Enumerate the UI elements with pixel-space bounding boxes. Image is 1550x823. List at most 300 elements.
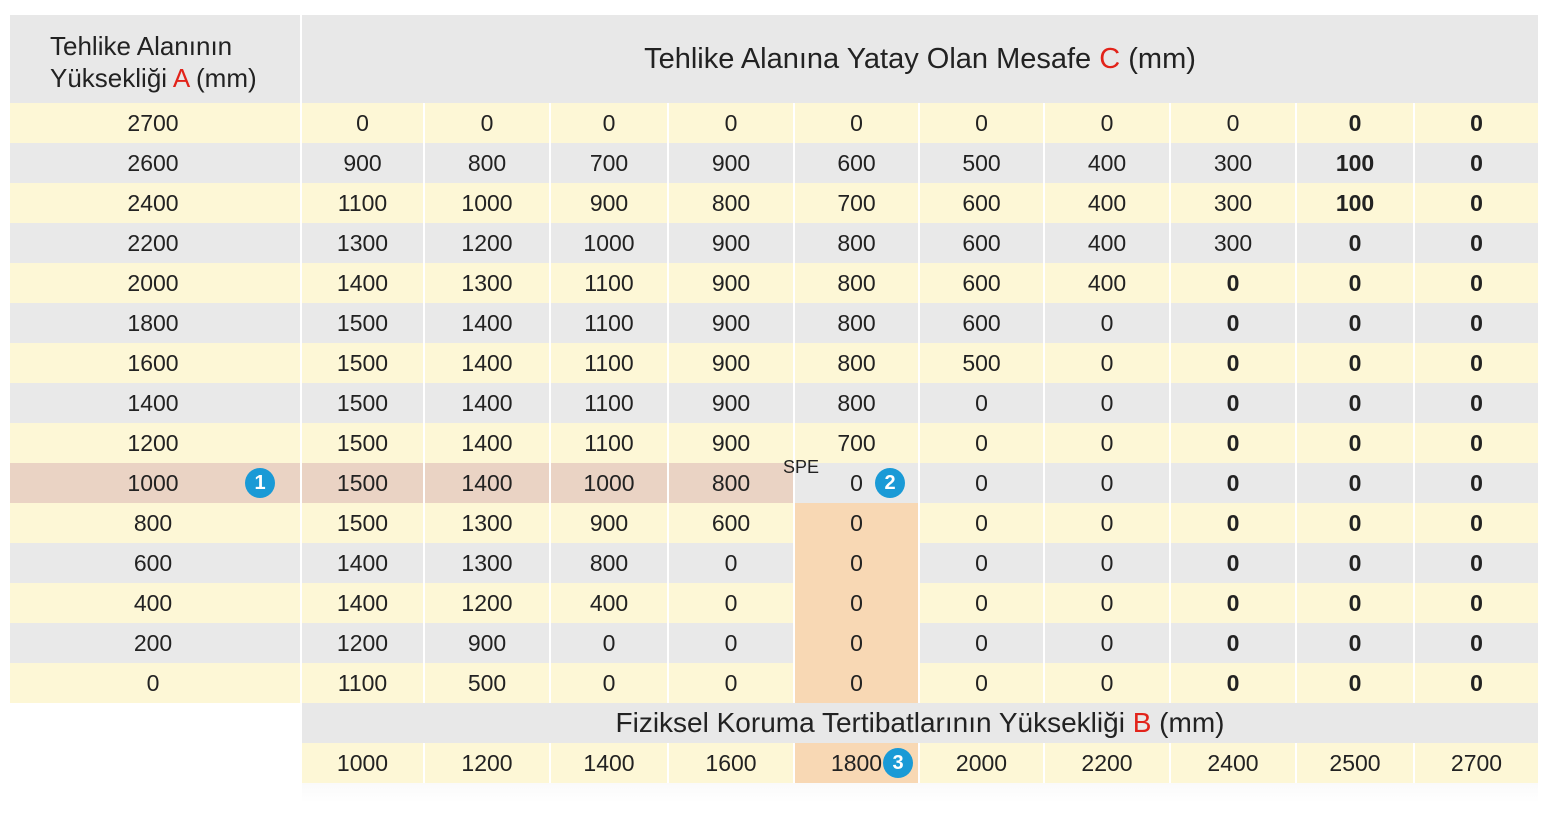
distance-c-cell bbox=[795, 103, 918, 143]
barrier-b-value: 1800 bbox=[830, 749, 883, 776]
distance-c-value: 0 bbox=[975, 629, 988, 656]
distance-c-value: 1100 bbox=[584, 309, 634, 336]
distance-c-cell bbox=[1297, 343, 1413, 383]
distance-c-value: 0 bbox=[1226, 629, 1240, 656]
distance-c-value: 900 bbox=[711, 309, 751, 336]
distance-c-cell bbox=[1171, 623, 1295, 663]
distance-c-value: 0 bbox=[1470, 149, 1483, 176]
distance-c-cell bbox=[302, 463, 423, 503]
distance-c-value: 0 bbox=[975, 469, 988, 496]
distance-c-value: 0 bbox=[1100, 309, 1114, 336]
distance-c-value: 1200 bbox=[461, 229, 513, 256]
distance-c-cell bbox=[302, 583, 423, 623]
barrier-b-cell bbox=[669, 743, 793, 783]
height-a-cell bbox=[10, 543, 300, 583]
distance-c-cell bbox=[1045, 183, 1169, 223]
distance-unit: (mm) bbox=[1128, 42, 1196, 75]
distance-c-cell bbox=[425, 343, 549, 383]
height-header-line2 bbox=[50, 62, 300, 94]
distance-c-cell bbox=[551, 383, 667, 423]
distance-c-cell bbox=[669, 303, 793, 343]
distance-c-value: 0 bbox=[975, 429, 988, 456]
distance-c-value: 0 bbox=[1100, 589, 1114, 616]
distance-c-cell bbox=[920, 183, 1043, 223]
distance-c-value: 0 bbox=[975, 389, 988, 416]
distance-c-value: 1100 bbox=[584, 269, 634, 296]
distance-c-cell bbox=[1045, 623, 1169, 663]
distance-c-cell bbox=[302, 663, 423, 703]
distance-c-value: 1100 bbox=[337, 669, 388, 696]
height-a-cell bbox=[10, 383, 300, 423]
height-a-cell bbox=[10, 263, 300, 303]
distance-c-value: 1300 bbox=[336, 229, 389, 256]
distance-c-cell bbox=[1415, 223, 1538, 263]
distance-header-title: Tehlike Alanına Yatay Olan Mesafe bbox=[644, 42, 1092, 75]
marker-badge-1: 1 bbox=[245, 468, 275, 498]
distance-c-value: 0 bbox=[1348, 549, 1362, 576]
distance-c-value: 0 bbox=[975, 549, 988, 576]
distance-c-cell bbox=[1415, 663, 1538, 703]
distance-c-value: 0 bbox=[1100, 109, 1114, 136]
distance-c-value: 0 bbox=[975, 509, 988, 536]
distance-c-cell bbox=[1045, 503, 1169, 543]
distance-c-value: 0 bbox=[1348, 589, 1362, 616]
distance-c-cell bbox=[669, 183, 793, 223]
distance-c-cell bbox=[1415, 503, 1538, 543]
distance-c-cell bbox=[1171, 263, 1295, 303]
distance-c-value: 1300 bbox=[461, 549, 513, 576]
distance-c-cell bbox=[425, 303, 549, 343]
distance-c-value: 0 bbox=[1470, 229, 1483, 256]
distance-c-cell bbox=[1171, 223, 1295, 263]
distance-c-value: 400 bbox=[1087, 269, 1127, 296]
barrier-b-cell bbox=[551, 743, 667, 783]
distance-c-cell bbox=[1171, 663, 1295, 703]
distance-c-value: 900 bbox=[711, 149, 751, 176]
distance-c-cell bbox=[669, 543, 793, 583]
distance-c-cell bbox=[669, 383, 793, 423]
distance-c-value: 0 bbox=[1470, 629, 1483, 656]
height-a-cell bbox=[10, 663, 300, 703]
distance-c-cell bbox=[669, 583, 793, 623]
distance-c-cell bbox=[920, 343, 1043, 383]
distance-c-value: 0 bbox=[724, 549, 738, 576]
distance-c-cell bbox=[302, 143, 423, 183]
distance-c-value: 0 bbox=[1470, 469, 1483, 496]
distance-c-cell bbox=[1297, 583, 1413, 623]
distance-c-value: 900 bbox=[589, 509, 629, 536]
distance-c-cell bbox=[1297, 183, 1413, 223]
distance-c-cell bbox=[1297, 143, 1413, 183]
height-a-value: 1600 bbox=[127, 349, 179, 376]
distance-c-cell bbox=[425, 143, 549, 183]
distance-c-value: 0 bbox=[1226, 469, 1240, 496]
height-a-value: 400 bbox=[133, 589, 173, 616]
distance-c-value: 1500 bbox=[336, 469, 389, 496]
distance-c-value: 800 bbox=[711, 189, 751, 216]
footer-spacer bbox=[10, 703, 300, 743]
height-a-value: 2200 bbox=[127, 229, 179, 256]
distance-c-cell bbox=[920, 263, 1043, 303]
distance-c-value: 900 bbox=[343, 149, 382, 176]
distance-c-cell bbox=[1297, 103, 1413, 143]
barrier-b-value: 1400 bbox=[583, 749, 635, 776]
barrier-title: Fiziksel Koruma Tertibatlarının Yüksekliği bbox=[615, 707, 1125, 738]
distance-c-cell bbox=[302, 503, 423, 543]
distance-c-value: 700 bbox=[837, 429, 876, 456]
distance-c-value: 0 bbox=[975, 589, 988, 616]
distance-c-value: 0 bbox=[1100, 549, 1114, 576]
distance-c-cell bbox=[1045, 663, 1169, 703]
height-a-value: 2400 bbox=[127, 189, 179, 216]
distance-c-value: 500 bbox=[467, 669, 507, 696]
distance-c-cell bbox=[920, 103, 1043, 143]
distance-c-cell bbox=[1415, 183, 1538, 223]
height-a-value: 2600 bbox=[127, 149, 179, 176]
distance-c-value: 900 bbox=[467, 629, 507, 656]
distance-c-value: 0 bbox=[1348, 349, 1362, 376]
distance-c-value: 700 bbox=[837, 189, 876, 216]
distance-c-cell bbox=[1415, 263, 1538, 303]
height-a-cell bbox=[10, 303, 300, 343]
height-a-cell bbox=[10, 343, 300, 383]
distance-c-cell bbox=[551, 623, 667, 663]
distance-c-cell bbox=[1297, 263, 1413, 303]
height-a-value: 200 bbox=[133, 629, 173, 656]
distance-c-value: 0 bbox=[1470, 189, 1483, 216]
distance-c-value: 0 bbox=[1226, 669, 1240, 696]
distance-c-cell bbox=[1045, 103, 1169, 143]
distance-c-cell bbox=[302, 263, 423, 303]
footer-fade bbox=[302, 783, 1538, 803]
distance-c-cell bbox=[920, 223, 1043, 263]
distance-c-cell bbox=[551, 303, 667, 343]
footer-spacer bbox=[10, 743, 300, 783]
distance-c-value: 0 bbox=[1470, 269, 1483, 296]
distance-c-cell bbox=[795, 623, 918, 663]
distance-c-value: 1500 bbox=[336, 389, 389, 416]
distance-c-cell bbox=[425, 263, 549, 303]
distance-c-cell bbox=[669, 263, 793, 303]
distance-c-cell bbox=[795, 663, 918, 703]
distance-c-value: 0 bbox=[1100, 389, 1114, 416]
distance-c-cell bbox=[1045, 143, 1169, 183]
distance-c-value: 400 bbox=[1087, 149, 1127, 176]
distance-c-value: 0 bbox=[1470, 309, 1483, 336]
distance-c-cell bbox=[1297, 463, 1413, 503]
distance-c-value: 0 bbox=[1348, 109, 1362, 136]
distance-c-value: 800 bbox=[467, 149, 507, 176]
distance-c-value: 1100 bbox=[337, 189, 388, 216]
distance-c-value: 0 bbox=[1226, 349, 1240, 376]
distance-c-value: 1100 bbox=[584, 349, 634, 376]
distance-c-cell bbox=[669, 423, 793, 463]
distance-c-cell bbox=[425, 623, 549, 663]
distance-c-cell bbox=[795, 183, 918, 223]
distance-c-cell bbox=[920, 543, 1043, 583]
barrier-b-value: 2400 bbox=[1207, 749, 1259, 776]
distance-c-cell bbox=[1171, 303, 1295, 343]
distance-c-cell bbox=[425, 663, 549, 703]
distance-c-cell bbox=[1045, 263, 1169, 303]
distance-c-value: 0 bbox=[1226, 429, 1240, 456]
distance-c-cell bbox=[302, 423, 423, 463]
distance-c-value: 1400 bbox=[336, 549, 389, 576]
height-a-cell bbox=[10, 583, 300, 623]
distance-c-cell bbox=[920, 383, 1043, 423]
spe-label: SPE bbox=[783, 457, 820, 477]
distance-c-cell bbox=[795, 263, 918, 303]
distance-c-cell bbox=[1297, 303, 1413, 343]
distance-c-value: 0 bbox=[1100, 469, 1114, 496]
distance-c-value: 0 bbox=[1100, 509, 1114, 536]
distance-c-value: 0 bbox=[1226, 309, 1240, 336]
distance-c-value: 900 bbox=[711, 389, 751, 416]
distance-c-cell bbox=[551, 143, 667, 183]
distance-c-value: 0 bbox=[602, 629, 616, 656]
distance-c-cell bbox=[920, 583, 1043, 623]
height-a-value: 600 bbox=[133, 549, 173, 576]
distance-c-value: 0 bbox=[1470, 669, 1483, 696]
distance-c-value: 900 bbox=[711, 229, 751, 256]
distance-c-cell bbox=[1415, 383, 1538, 423]
distance-c-cell bbox=[783, 457, 918, 503]
distance-c-cell bbox=[1171, 103, 1295, 143]
safety-distance-table bbox=[10, 15, 1532, 823]
distance-c-value: 0 bbox=[1470, 509, 1483, 536]
marker-badge-3: 3 bbox=[883, 748, 913, 778]
distance-c-cell bbox=[302, 103, 423, 143]
distance-c-value: 1500 bbox=[336, 429, 389, 456]
distance-c-value: 0 bbox=[724, 589, 738, 616]
distance-c-cell bbox=[1297, 663, 1413, 703]
distance-c-cell bbox=[1415, 143, 1538, 183]
distance-c-cell bbox=[551, 463, 667, 503]
distance-c-cell bbox=[669, 343, 793, 383]
barrier-b-value: 2700 bbox=[1450, 749, 1503, 776]
distance-c-value: 0 bbox=[1470, 109, 1483, 136]
distance-c-value: 0 bbox=[1348, 629, 1362, 656]
distance-c-value: 0 bbox=[356, 109, 369, 136]
distance-c-value: 0 bbox=[850, 629, 863, 656]
distance-c-cell bbox=[920, 423, 1043, 463]
distance-c-cell bbox=[920, 623, 1043, 663]
distance-c-cell bbox=[302, 623, 423, 663]
distance-c-cell bbox=[1171, 423, 1295, 463]
distance-c-cell bbox=[551, 223, 667, 263]
distance-c-value: 1400 bbox=[461, 429, 513, 456]
distance-c-value: 0 bbox=[1470, 389, 1483, 416]
distance-c-value: 1000 bbox=[583, 229, 635, 256]
distance-c-value: 1300 bbox=[461, 269, 513, 296]
distance-c-value: 1400 bbox=[461, 349, 513, 376]
distance-c-cell bbox=[1415, 543, 1538, 583]
distance-c-cell bbox=[920, 463, 1043, 503]
distance-c-cell bbox=[920, 503, 1043, 543]
barrier-unit: (mm) bbox=[1159, 707, 1225, 738]
distance-c-value: 100 bbox=[1335, 149, 1375, 176]
height-a-value: 1200 bbox=[127, 429, 179, 456]
distance-c-value: 0 bbox=[1226, 269, 1240, 296]
distance-c-value: 1400 bbox=[461, 309, 513, 336]
height-a-cell bbox=[10, 223, 300, 263]
distance-c-cell bbox=[669, 623, 793, 663]
distance-c-value: 0 bbox=[1348, 469, 1362, 496]
height-a-cell bbox=[10, 143, 300, 183]
barrier-height-header bbox=[302, 703, 1538, 743]
barrier-b-cell bbox=[1171, 743, 1295, 783]
distance-c-value: 800 bbox=[837, 389, 876, 416]
distance-c-cell bbox=[425, 583, 549, 623]
distance-c-value: 1000 bbox=[583, 469, 635, 496]
distance-c-value: 400 bbox=[589, 589, 629, 616]
distance-c-cell bbox=[920, 143, 1043, 183]
distance-c-value: 1400 bbox=[461, 469, 513, 496]
height-a-cell bbox=[10, 463, 300, 503]
distance-c-cell bbox=[551, 583, 667, 623]
barrier-b-cell bbox=[795, 743, 918, 783]
height-header bbox=[10, 15, 300, 103]
distance-c-value: 1500 bbox=[336, 349, 389, 376]
distance-c-value: 1200 bbox=[461, 589, 513, 616]
distance-c-cell bbox=[795, 583, 918, 623]
distance-c-value: 600 bbox=[962, 269, 1001, 296]
distance-c-value: 600 bbox=[962, 189, 1001, 216]
barrier-b-cell bbox=[302, 743, 423, 783]
distance-c-cell bbox=[1415, 423, 1538, 463]
distance-c-value: 1500 bbox=[336, 509, 389, 536]
distance-c-cell bbox=[795, 543, 918, 583]
distance-c-cell bbox=[425, 183, 549, 223]
height-letter-a: A bbox=[172, 63, 189, 93]
distance-c-value: 1400 bbox=[461, 389, 513, 416]
distance-c-value: 0 bbox=[1470, 549, 1483, 576]
barrier-b-cell bbox=[1415, 743, 1538, 783]
height-a-cell bbox=[10, 103, 300, 143]
distance-c-value: 800 bbox=[589, 549, 629, 576]
distance-c-cell bbox=[551, 103, 667, 143]
footer-spacer bbox=[10, 783, 300, 823]
distance-c-value: 0 bbox=[724, 629, 738, 656]
barrier-b-cell bbox=[1297, 743, 1413, 783]
distance-c-cell bbox=[1415, 463, 1538, 503]
distance-c-cell bbox=[1297, 383, 1413, 423]
height-a-value: 800 bbox=[133, 509, 173, 536]
distance-c-value: 0 bbox=[1348, 429, 1362, 456]
distance-c-value: 0 bbox=[1348, 509, 1362, 536]
distance-c-value: 600 bbox=[962, 229, 1001, 256]
distance-c-value: 0 bbox=[724, 669, 738, 696]
distance-c-value: 500 bbox=[962, 349, 1001, 376]
distance-c-cell bbox=[551, 423, 667, 463]
distance-c-value: 0 bbox=[850, 669, 863, 696]
height-a-value: 1000 bbox=[127, 469, 179, 496]
distance-c-value: 0 bbox=[1348, 269, 1362, 296]
distance-c-cell bbox=[425, 543, 549, 583]
distance-c-value: 700 bbox=[589, 149, 629, 176]
distance-c-cell bbox=[795, 303, 918, 343]
distance-c-cell bbox=[551, 543, 667, 583]
distance-c-value: 500 bbox=[962, 149, 1001, 176]
distance-c-cell bbox=[551, 503, 667, 543]
distance-c-value: 900 bbox=[589, 189, 629, 216]
distance-c-cell bbox=[1171, 383, 1295, 423]
distance-c-cell bbox=[1045, 383, 1169, 423]
distance-c-cell bbox=[1171, 183, 1295, 223]
distance-c-cell bbox=[920, 663, 1043, 703]
height-a-value: 0 bbox=[146, 669, 160, 696]
distance-c-value: 900 bbox=[711, 269, 751, 296]
distance-c-value: 0 bbox=[975, 109, 988, 136]
distance-c-cell bbox=[425, 383, 549, 423]
distance-c-value: 1500 bbox=[336, 309, 389, 336]
distance-c-value: 0 bbox=[1348, 309, 1362, 336]
height-a-cell bbox=[10, 623, 300, 663]
distance-c-value: 0 bbox=[1100, 629, 1114, 656]
distance-c-value: 1400 bbox=[336, 269, 389, 296]
distance-c-cell bbox=[551, 343, 667, 383]
height-a-cell bbox=[10, 183, 300, 223]
distance-header bbox=[302, 15, 1538, 103]
distance-c-value: 0 bbox=[1100, 349, 1114, 376]
distance-c-cell bbox=[1045, 223, 1169, 263]
height-a-value: 1400 bbox=[127, 389, 179, 416]
distance-c-value: 100 bbox=[1335, 189, 1375, 216]
distance-c-value: 0 bbox=[850, 509, 863, 536]
distance-c-cell bbox=[669, 143, 793, 183]
distance-c-value: 1100 bbox=[584, 429, 634, 456]
distance-c-value: 1100 bbox=[584, 389, 634, 416]
distance-c-value: 0 bbox=[1226, 589, 1240, 616]
distance-c-cell bbox=[302, 303, 423, 343]
distance-c-value: 900 bbox=[711, 429, 751, 456]
distance-c-value: 0 bbox=[1226, 509, 1240, 536]
barrier-b-value: 2000 bbox=[955, 749, 1008, 776]
distance-c-cell bbox=[1045, 343, 1169, 383]
distance-letter-c: C bbox=[1099, 42, 1121, 75]
barrier-b-value: 2200 bbox=[1081, 749, 1133, 776]
distance-c-cell bbox=[1415, 583, 1538, 623]
distance-c-cell bbox=[1297, 223, 1413, 263]
distance-c-cell bbox=[425, 223, 549, 263]
barrier-b-value: 2500 bbox=[1329, 749, 1381, 776]
distance-c-value: 0 bbox=[975, 669, 988, 696]
height-header-line1: Tehlike Alanının bbox=[50, 31, 233, 61]
distance-c-value: 600 bbox=[711, 509, 751, 536]
distance-c-cell bbox=[1171, 503, 1295, 543]
distance-c-cell bbox=[795, 223, 918, 263]
distance-c-value: 1200 bbox=[336, 629, 389, 656]
distance-c-cell bbox=[1045, 583, 1169, 623]
distance-c-value: 900 bbox=[711, 349, 751, 376]
distance-c-cell bbox=[1045, 463, 1169, 503]
barrier-letter-b: B bbox=[1132, 707, 1152, 738]
distance-c-value: 0 bbox=[850, 109, 863, 136]
distance-c-cell bbox=[1297, 543, 1413, 583]
height-a-value: 2700 bbox=[127, 109, 179, 136]
distance-c-value: 1400 bbox=[336, 589, 389, 616]
distance-c-value: 800 bbox=[837, 349, 876, 376]
distance-c-cell bbox=[920, 303, 1043, 343]
distance-c-value: 0 bbox=[602, 669, 616, 696]
distance-c-cell bbox=[302, 543, 423, 583]
distance-c-cell bbox=[1171, 543, 1295, 583]
distance-c-cell bbox=[1171, 463, 1295, 503]
distance-c-cell bbox=[1171, 343, 1295, 383]
distance-c-value: 0 bbox=[1470, 429, 1483, 456]
distance-c-cell bbox=[551, 263, 667, 303]
distance-c-cell bbox=[669, 223, 793, 263]
